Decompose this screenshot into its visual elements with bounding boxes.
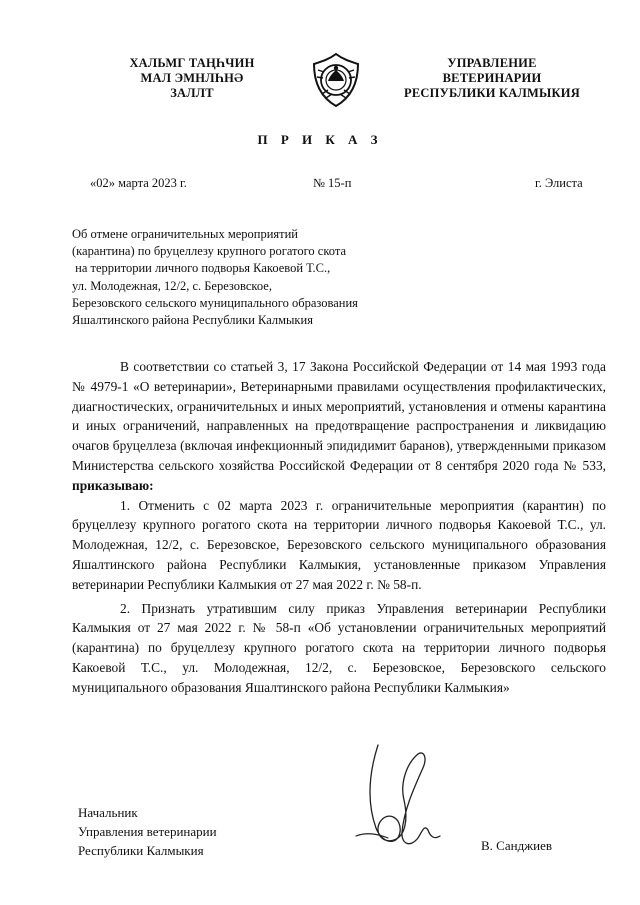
intro-text: В соответствии со статьей 3, 17 Закона Российской Федерации от 14 мая 1993 года № 4979-1 «О ветеринарии», Ветеринарными правилами осуществления профилактических, диагностических, ограничительных и иных мероприятий, установления и отмены карантина и иных ограничений, направленных на предотвращение распространения и ликвидацию очагов бруцеллеза (включая инфекционный эпидидимит баранов), утвержденными приказом Министерства сельского хозяйства Российской Федерации от 8 сентября 2020 года № 533, xyxy=(72,359,606,473)
intro-paragraph xyxy=(72,357,606,496)
order-subject xyxy=(72,226,432,329)
intro-bold: приказываю: xyxy=(72,477,154,493)
order-number: № 15-п xyxy=(313,176,352,190)
header-left xyxy=(112,56,272,101)
header-right-line: ВЕТЕРИНАРИИ xyxy=(442,71,542,85)
subject-line: на территории личного подворья Какоевой Т.С., xyxy=(72,261,331,276)
subject-line: Яшалтинского района Республики Калмыкия xyxy=(72,313,313,328)
subject-line: Об отмене ограничительных мероприятий xyxy=(72,227,299,241)
position-line: Республики Калмыкия xyxy=(78,843,204,858)
subject-line: Березовского сельского муниципального образования xyxy=(72,295,358,310)
subject-line: ул. Молодежная, 12/2, с. Березовское, xyxy=(72,278,272,293)
document-title: П Р И К А З xyxy=(257,132,383,147)
signatory-name: В. Санджиев xyxy=(481,838,553,853)
item-1-paragraph: 1. Отменить с 02 марта 2023 г. ограничительные мероприятия (карантин) по бруцеллезу крупного рогатого скота на территории личного подворья Какоевой Т.С., ул. Молодежная, 12/2, с. Березовское, Березовского сельского муниципального образования Яшалтинского района Республики Калмыкия, установленные приказом Управления ветеринарии Республики Калмыкия от 27 мая 2022 г. № 58-п. xyxy=(72,497,606,592)
signatory-position xyxy=(78,803,217,860)
order-date: «02» марта 2023 г. xyxy=(90,176,187,190)
order-city: г. Элиста xyxy=(535,176,583,190)
emblem-icon xyxy=(306,50,366,110)
header-left-line: ХАЛЬМГ ТАҢҺЧИН xyxy=(129,56,255,70)
order-body xyxy=(72,357,606,698)
handwritten-signature xyxy=(348,740,458,860)
header-right-line: РЕСПУБЛИКИ КАЛМЫКИЯ xyxy=(404,86,580,100)
header-left-line: ЗАЛЛТ xyxy=(170,86,214,100)
header-right-line: УПРАВЛЕНИЕ xyxy=(447,56,537,70)
position-line: Управления ветеринарии xyxy=(78,824,217,839)
header-left-line: МАЛ ЭМНЛҺНӘ xyxy=(140,71,244,85)
position-line: Начальник xyxy=(78,805,138,820)
subject-line: (карантина) по бруцеллезу крупного рогатого скота xyxy=(72,244,347,259)
header-right xyxy=(392,56,592,101)
item-2-paragraph: 2. Признать утратившим силу приказ Управления ветеринарии Республики Калмыкия от 27 мая 2022 г. № 58-п «Об установлении ограничительных мероприятий (карантина) по бруцеллезу крупного рогатого скота на территории личного подворья Какоевой Т.С., ул. Молодежная, 12/2, с. Березовское, Березовского сельского муниципального образования Яшалтинского района Республики Калмыкия» xyxy=(72,600,606,695)
